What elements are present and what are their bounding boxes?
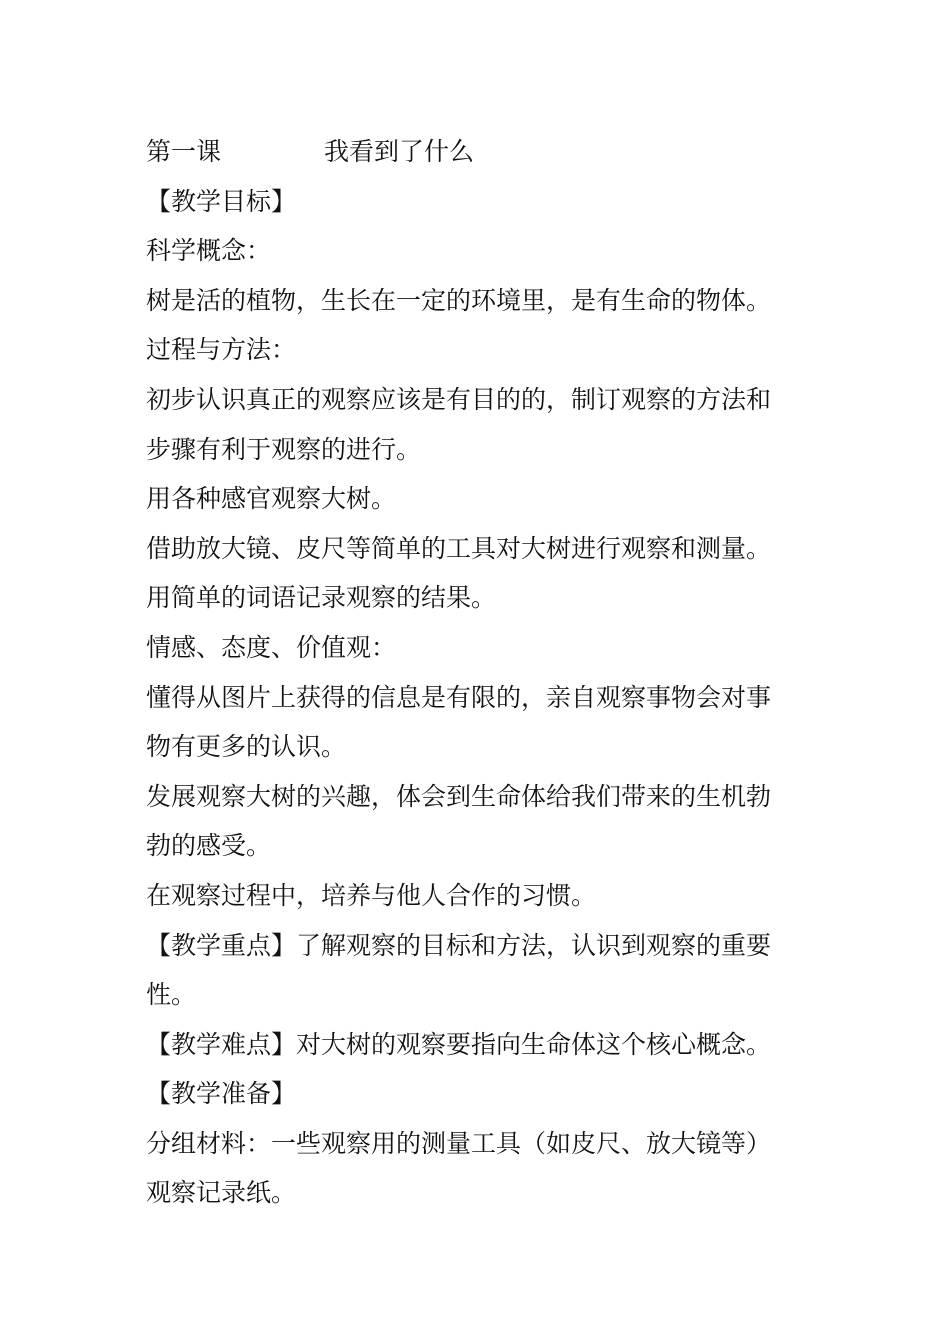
subheading-process-methods: 过程与方法： xyxy=(146,335,297,365)
subheading-science-concepts: 科学概念： xyxy=(146,236,272,266)
paragraph-line: 勃的感受。 xyxy=(146,831,272,861)
heading-teaching-goals: 【教学目标】 xyxy=(146,186,297,216)
lesson-number: 第一课 xyxy=(146,137,222,166)
paragraph-line: 发展观察大树的兴趣，体会到生命体给我们带来的生机勃 xyxy=(146,781,772,811)
paragraph-line: 借助放大镜、皮尺等简单的工具对大树进行观察和测量。 xyxy=(146,533,772,563)
materials-line: 分组材料：一些观察用的测量工具（如皮尺、放大镜等） xyxy=(146,1128,772,1158)
paragraph-line: 树是活的植物，生长在一定的环境里，是有生命的物体。 xyxy=(146,285,772,315)
lesson-title xyxy=(146,127,816,177)
subheading-attitudes-values: 情感、态度、价值观： xyxy=(146,632,397,662)
teaching-difficulty-line: 【教学难点】对大树的观察要指向生命体这个核心概念。 xyxy=(146,1029,772,1059)
paragraph-line: 用简单的词语记录观察的结果。 xyxy=(146,583,497,613)
paragraph-line: 初步认识真正的观察应该是有目的的，制订观察的方法和 xyxy=(146,384,772,414)
teaching-focus-line: 性。 xyxy=(146,980,197,1010)
heading-teaching-preparation: 【教学准备】 xyxy=(146,1079,297,1109)
paragraph-line: 物有更多的认识。 xyxy=(146,732,347,762)
paragraph-line: 懂得从图片上获得的信息是有限的，亲自观察事物会对事 xyxy=(146,682,772,712)
paragraph-line: 步骤有利于观察的进行。 xyxy=(146,434,422,464)
paragraph-line: 用各种感官观察大树。 xyxy=(146,484,397,514)
teaching-focus-line: 【教学重点】了解观察的目标和方法，认识到观察的重要 xyxy=(146,930,772,960)
materials-line: 观察记录纸。 xyxy=(146,1178,297,1208)
paragraph-line: 在观察过程中，培养与他人合作的习惯。 xyxy=(146,880,597,910)
lesson-name: 我看到了什么 xyxy=(324,137,475,166)
document-body xyxy=(146,127,816,1218)
